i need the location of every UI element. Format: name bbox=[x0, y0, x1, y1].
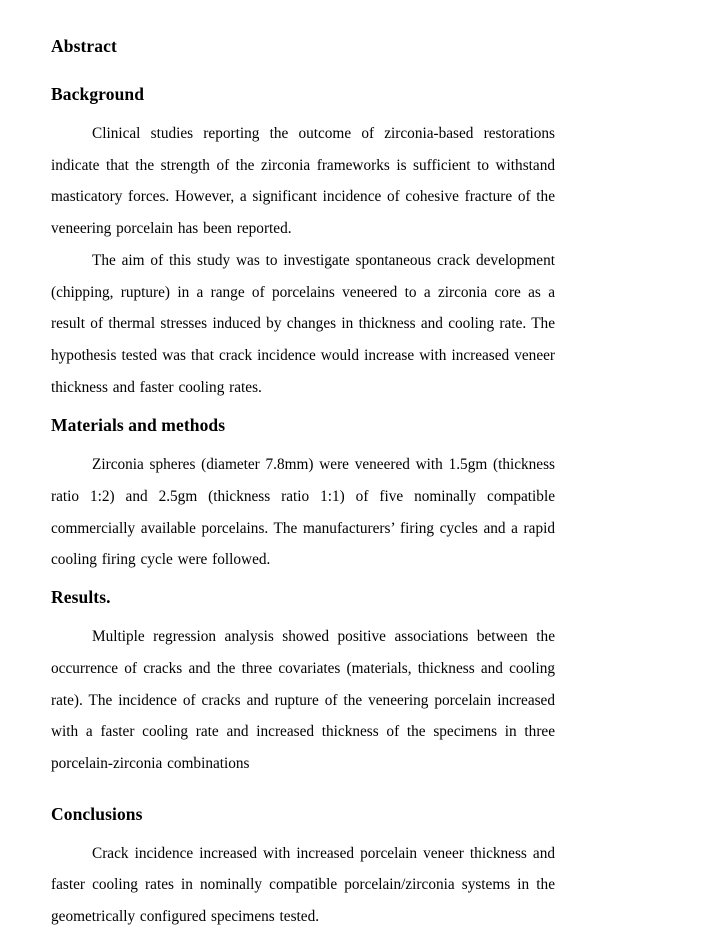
paragraph-conclusions-1: Crack incidence increased with increased porcelain veneer thickness and faster cooling rates in nominally compatible porcelain/zirconia systems in the geometrically configured specimens tested. bbox=[51, 844, 555, 926]
section-heading-materials-and-methods: Materials and methods bbox=[51, 415, 226, 436]
paragraph-background-2: The aim of this study was to investigate spontaneous crack development (chipping, rupture) in a range of porcelains veneered to a zirconia core as a result of thermal stresses induced by changes in thickness and cooling rate. The hypothesis tested was that crack incidence would increase with increased veneer thickness and faster cooling rates. bbox=[51, 251, 555, 396]
paragraph-background-1: Clinical studies reporting the outcome of zirconia-based restorations indicate that the strength of the zirconia frameworks is sufficient to withstand masticatory forces. However, a significant incidence of cohesive fracture of the veneering porcelain has been reported. bbox=[51, 125, 555, 238]
paragraph-materials-1: Zirconia spheres (diameter 7.8mm) were veneered with 1.5gm (thickness ratio 1:2) and 2.5gm (thickness ratio 1:1) of five nominally compatible commercially available porcelains. The manufacturers’ firing cycles and a rapid cooling firing cycle were followed. bbox=[51, 456, 555, 569]
section-heading-abstract: Abstract bbox=[51, 36, 117, 56]
paragraph-results-1: Multiple regression analysis showed positive associations between the occurrence of cracks and the three covariates (materials, thickness and cooling rate). The incidence of cracks and rupture of the veneering porcelain increased with a faster cooling rate and increased thickness of the specimens in three porcelain-zirconia combinations bbox=[51, 628, 555, 772]
section-heading-results: Results. bbox=[51, 587, 111, 608]
section-heading-conclusions: Conclusions bbox=[51, 803, 143, 824]
section-heading-background: Background bbox=[51, 84, 145, 104]
